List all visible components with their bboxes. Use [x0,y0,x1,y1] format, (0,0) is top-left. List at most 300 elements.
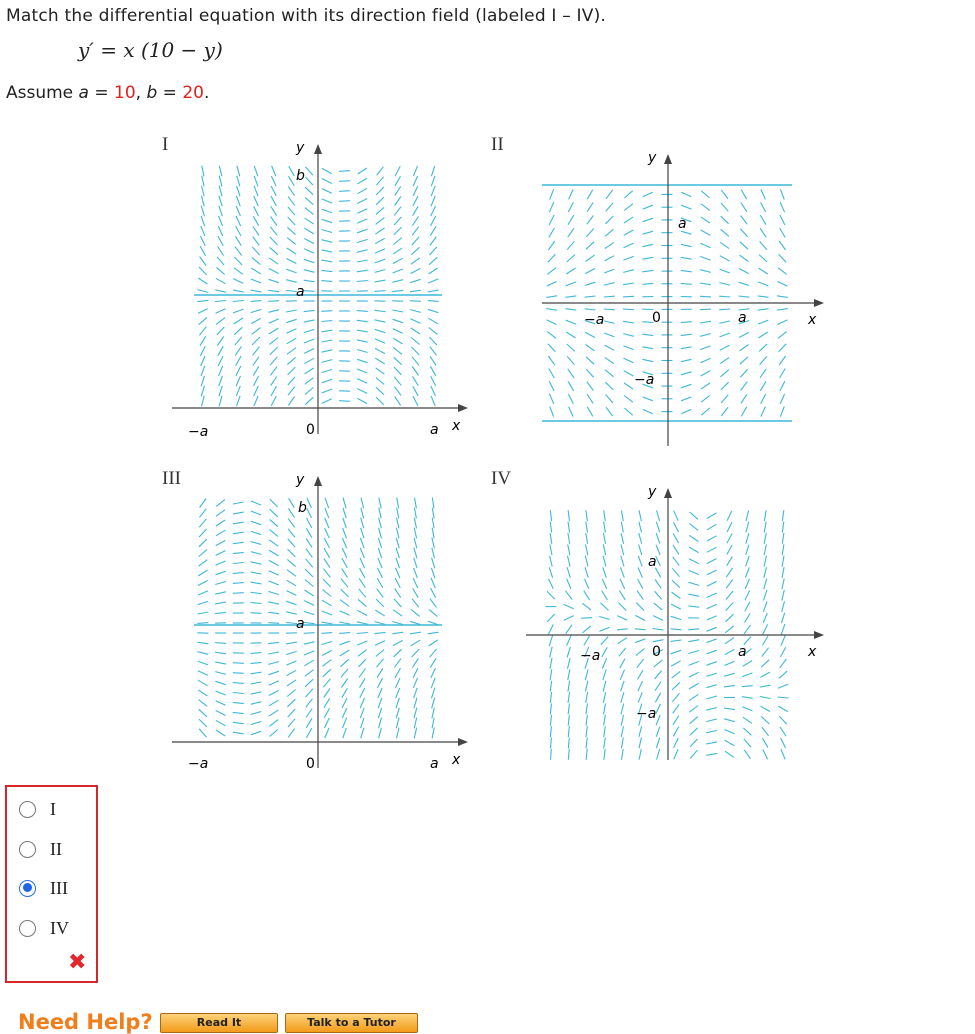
slope-segment [375,348,385,353]
slope-segment [342,568,348,577]
slope-segment [587,190,593,200]
slope-segment [623,346,633,350]
slope-segment [395,186,401,195]
slope-segment [324,538,329,548]
slope-segment [268,652,279,654]
slope-segment [585,309,596,310]
slope-segment [741,203,747,212]
talk-to-tutor-button[interactable]: Talk to a Tutor [285,1013,418,1033]
slope-segment [656,726,660,736]
slope-segment [746,533,749,544]
slope-segment [739,269,749,274]
slope-segment [376,599,384,607]
slope-segment [305,197,313,204]
slope-segment [304,660,314,666]
slope-segment [782,579,784,590]
slope-segment [781,636,785,646]
slope-segment [306,538,312,547]
slope-segment [201,376,204,386]
slope-segment [688,606,699,607]
slope-segment [199,729,206,737]
slope-segment [215,672,226,675]
slope-segment [621,692,624,703]
slope-segment [304,249,314,253]
slope-segment [396,538,399,549]
slope-segment [673,716,679,725]
choice-II[interactable] [19,837,62,861]
radio-button[interactable] [19,841,36,858]
slope-segment [233,309,243,313]
slope-segment [586,229,593,237]
slope-segment [199,719,207,727]
slope-segment [642,270,653,271]
slope-segment [288,519,295,528]
slope-segment [324,698,330,707]
slope-segment [305,670,314,677]
slope-segment [689,571,699,575]
slope-segment [268,642,279,643]
slope-segment [764,533,766,544]
slope-segment [342,708,347,718]
slope-segment [431,206,436,216]
slope-segment [547,614,555,622]
slope-segment [251,268,260,274]
slope-segment [778,684,788,688]
slope-segment [272,166,276,176]
slope-segment [764,590,767,601]
slope-segment [216,711,226,716]
slope-segment [198,278,207,284]
slope-segment [410,621,421,624]
slope-segment [742,697,753,699]
slope-segment [759,268,768,274]
read-it-button[interactable]: Read It [160,1013,278,1033]
slope-segment [200,346,205,356]
panel-label-III: III [162,468,181,490]
slope-segment [758,282,768,286]
slope-segment [342,698,347,708]
slope-segment [270,237,278,245]
slope-segment [359,589,366,597]
slope-segment [357,379,367,383]
slope-segment [724,730,734,734]
slope-segment [375,610,384,616]
slope-segment [653,616,663,621]
origin-label: 0 [306,422,315,438]
slope-segment [288,729,295,738]
slope-segment [639,533,642,544]
slope-segment [219,396,222,407]
y-axis-label: y [295,472,305,488]
slope-segment [636,649,645,656]
slope-segment [321,260,332,262]
slope-segment [269,550,278,556]
slope-segment [395,578,400,588]
slope-segment [304,329,315,332]
slope-segment [762,648,769,657]
slope-segment [656,522,659,533]
slope-segment [604,715,606,726]
slope-segment [569,189,574,199]
slope-segment [638,579,643,589]
slope-segment [357,229,367,233]
slope-segment [392,632,403,633]
slope-segment [637,670,643,680]
slope-segment [643,205,653,209]
slope-segment [305,569,313,577]
neg-a-tick-label: −a [188,756,208,772]
slope-segment [681,205,691,209]
slope-segment [619,648,626,657]
slope-segment [304,259,315,262]
need-help-heading: Need Help? [18,1010,153,1034]
slope-segment [339,633,350,634]
slope-segment [237,186,241,196]
slope-segment [701,371,711,376]
slope-segment [379,718,382,729]
slope-segment [431,386,436,396]
slope-segment [690,728,698,736]
radio-button-selected[interactable] [19,880,36,897]
choice-I[interactable] [19,797,56,821]
slope-segment [412,227,419,236]
slope-segment [429,328,438,335]
slope-segment [724,673,735,676]
slope-segment [397,498,399,509]
slope-segment [761,717,769,725]
slope-segment [430,247,437,255]
slope-segment [743,661,752,667]
slope-segment [725,638,734,644]
slope-segment [411,338,419,345]
radio-button[interactable] [19,920,36,937]
slope-segment [700,321,711,323]
slope-segment [411,258,420,264]
slope-segment [414,688,418,698]
slope-segment [605,382,613,390]
slope-segment [624,191,632,198]
slope-segment [269,691,279,696]
slope-segment [604,704,606,715]
slope-segment [218,346,224,356]
slope-segment [254,386,259,396]
slope-segment [549,579,554,589]
slope-segment [322,379,332,383]
slope-segment [198,581,208,586]
slope-segment [413,186,418,196]
slope-segment [622,749,624,760]
slope-segment [720,345,730,350]
x-a-tick-label: a [738,310,747,326]
slope-segment [269,258,278,264]
slope-segment [567,647,570,658]
slope-segment [782,613,785,624]
slope-segment [549,635,552,646]
slope-segment [414,548,417,559]
slope-segment [325,528,330,538]
y-axis-label: y [647,150,657,166]
slope-segment [740,255,749,261]
slope-segment [764,510,766,521]
slope-segment [549,202,553,212]
slope-segment [688,594,699,596]
slope-segment [343,498,346,509]
choice-IV[interactable] [19,916,69,940]
slope-segment [681,359,692,361]
slope-segment [341,659,349,666]
slope-segment [286,269,296,273]
slope-segment [412,658,418,667]
slope-segment [322,389,332,393]
slope-segment [707,547,717,552]
slope-segment [361,498,364,509]
slope-segment [357,641,367,645]
slope-segment [701,191,709,198]
slope-segment [392,622,403,625]
slope-segment [706,708,717,711]
differential-equation: y′ = x (10 − y) [78,38,223,62]
slope-segment [586,703,588,714]
slope-segment [270,247,278,254]
slope-segment [306,528,312,537]
slope-segment [341,669,348,677]
slope-segment [305,580,314,587]
slope-segment [395,396,401,405]
slope-segment [547,320,557,325]
slope-segment [432,528,434,539]
slope-segment [216,530,225,536]
slope-segment [268,591,279,594]
slope-segment [742,673,752,677]
slope-segment [760,356,767,364]
slope-segment [395,668,400,678]
slope-segment [287,591,297,596]
slope-segment [340,650,349,656]
slope-segment [199,317,207,324]
slope-segment [324,569,331,578]
slope-segment [392,310,403,312]
slope-segment [782,522,784,533]
slope-segment [760,381,766,391]
slope-segment [306,689,313,697]
slope-segment [759,332,768,338]
slope-segment [324,548,330,558]
slope-segment [307,498,312,508]
radio-button[interactable] [19,801,36,818]
slope-segment [657,510,660,521]
slope-segment [727,522,732,532]
slope-segment [431,196,435,206]
slope-segment [322,189,332,194]
slope-segment [343,718,347,728]
slope-segment [396,698,399,708]
slope-segment [706,753,717,755]
slope-segment [357,281,368,282]
slope-segment [779,344,787,352]
slope-segment [216,561,226,565]
slope-segment [624,396,633,403]
a-variable: a [79,83,89,103]
slope-segment [288,539,295,547]
a-tick-label: a [296,616,305,632]
slope-segment [305,218,314,224]
slope-segment [414,718,417,729]
choice-III[interactable] [19,876,68,900]
assume-prefix: Assume [6,83,79,103]
slope-segment [740,242,748,249]
slope-segment [251,682,262,684]
slope-segment [325,498,329,508]
slope-segment [287,348,296,354]
slope-segment [623,321,634,323]
slope-segment [378,708,381,718]
slope-segment [431,668,436,678]
slope-segment [430,649,437,657]
slope-segment [430,356,436,365]
slope-segment [780,189,784,199]
slope-segment [357,260,368,262]
slope-segment [268,602,279,604]
slope-segment [706,719,717,722]
slope-segment [778,332,787,339]
slope-segment [271,186,276,196]
slope-segment [740,369,747,377]
slope-segment [202,166,204,177]
slope-segment [690,750,697,758]
slope-segment [605,216,613,224]
slope-segment [251,592,262,593]
slope-segment [360,568,365,578]
slope-segment [413,588,419,597]
slope-segment [233,722,244,723]
slope-segment [268,662,279,665]
slope-segment [304,601,314,606]
equals-sign: = [89,83,114,103]
slope-segment [586,533,588,544]
slope-segment [568,544,570,555]
assumption-line [6,83,209,103]
slope-segment [270,357,277,365]
slope-segment [605,345,615,350]
slope-segment [201,196,204,207]
slope-segment [218,236,223,246]
slope-segment [268,301,279,302]
slope-segment [343,728,347,738]
slope-segment [432,518,434,529]
slope-segment [233,552,244,553]
slope-segment [410,290,421,291]
slope-segment [287,699,295,707]
slope-segment [410,279,420,282]
slope-segment [780,407,784,417]
slope-segment [551,738,552,749]
slope-segment [639,738,641,749]
slope-segment [780,381,785,391]
slope-segment [707,627,717,631]
slope-segment [602,658,606,668]
slope-segment [604,309,615,310]
slope-segment [376,187,384,195]
slope-segment [430,237,437,246]
slope-segment [323,679,330,687]
slope-segment [288,207,295,215]
slope-segment [198,570,207,576]
slope-segment [605,370,613,377]
slope-segment [546,309,557,311]
slope-segment [701,243,711,248]
b-tick-label: b [298,500,307,516]
slope-segment [700,270,711,273]
slope-segment [305,378,314,385]
slope-segment [215,643,226,644]
slope-segment [727,511,732,521]
slope-segment [412,599,419,608]
slope-segment [550,681,552,692]
slope-segment [198,591,208,595]
slope-segment [681,397,691,401]
slope-segment [343,528,347,538]
slope-segment [201,216,205,226]
slope-segment [623,270,634,273]
slope-segment [681,347,692,349]
slope-segment [413,386,418,396]
slope-segment [586,357,594,364]
slope-segment [431,678,435,688]
slope-segment [286,661,296,665]
slope-segment [394,357,402,364]
slope-segment [251,501,261,505]
slope-segment [269,338,278,345]
slope-segment [202,396,205,407]
slope-segment [760,697,771,699]
slope-segment [744,750,750,759]
slope-segment [585,567,588,577]
slope-segment [304,642,315,644]
slope-segment [720,242,729,248]
slope-segment [218,246,224,255]
a-tick-label: a [678,216,687,232]
slope-segment [289,176,295,185]
slope-segment [413,376,419,385]
slope-segment [586,369,593,377]
slope-segment [782,590,785,601]
neg-a-tick-label: −a [636,706,656,722]
slope-segment [428,632,439,634]
slope-segment [394,599,401,607]
slope-segment [778,697,789,698]
b-tick-label: b [296,168,305,184]
slope-segment [394,649,402,657]
slope-segment [269,681,279,685]
slope-segment [780,202,784,212]
slope-segment [671,650,681,654]
slope-segment [358,168,367,174]
slope-segment [707,536,717,541]
slope-segment [621,738,623,749]
slope-segment [357,311,368,312]
slope-segment [566,320,576,324]
slope-segment [689,694,698,700]
slope-segment [605,229,613,236]
slope-segment [721,407,728,416]
slope-segment [743,717,752,723]
slope-segment [197,623,208,624]
slope-segment [429,268,438,274]
slope-segment [779,716,787,724]
slope-segment [270,227,277,236]
slope-segment [700,346,710,350]
slope-segment [547,591,555,599]
